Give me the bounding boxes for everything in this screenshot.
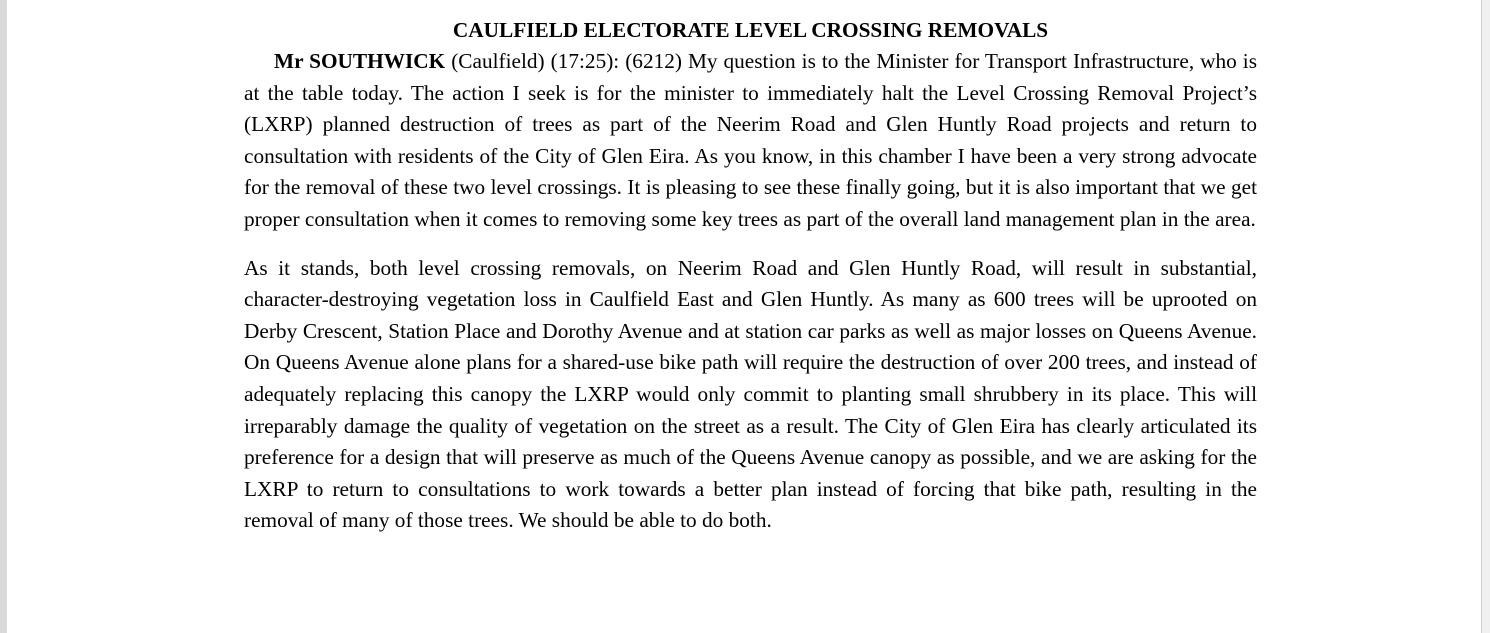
paragraph-2: As it stands, both level crossing removals, on Neerim Road and Glen Huntly Road, will result in substantial, character-destroying vegetation loss in Caulfield East and Glen Huntly. As many as 600 trees will be uprooted on Derby Crescent, Station Place and Dorothy Avenue and at station car parks as well as major losses on Queens Avenue. On Queens Avenue alone plans for a shared-use bike path will require the destruction of over 200 trees, and instead of adequately replacing this canopy the LXRP would only commit to planting small shrubbery in its place. This will irreparably damage the quality of vegetation on the street as a result. The City of Glen Eira has clearly articulated its preference for a design that will preserve as much of the Queens Avenue canopy as possible, and we are asking for the LXRP to return to consultations to work towards a better plan instead of forcing that bike path, resulting in the removal of many of those trees. We should be able to do both. <box>244 255 1257 533</box>
document-title: CAULFIELD ELECTORATE LEVEL CROSSING REMOVALS <box>452 18 1049 42</box>
viewer-scrollbar[interactable] <box>1481 0 1490 633</box>
viewer-left-margin <box>0 0 7 633</box>
document-page <box>244 14 1257 537</box>
speaker-name: Mr SOUTHWICK <box>274 49 446 73</box>
paragraph-1-text: (Caulfield) (17:25): (6212) My question is to the Minister for Transport Infrastructure, who is at the table today. The action I seek is for the minister to immediately halt the Level Crossing Removal Project’s (LXRP) planned destruction of trees as part of the Neerim Road and Glen Huntly Road projects and return to consultation with residents of the City of Glen Eira. As you know, in this chamber I have been a very strong advocate for the removal of these two level crossings. It is pleasing to see these finally going, but it is also important that we get proper consultation when it comes to removing some key trees as part of the overall land management plan in the area. <box>244 49 1257 231</box>
paragraph-1 <box>244 46 1257 236</box>
